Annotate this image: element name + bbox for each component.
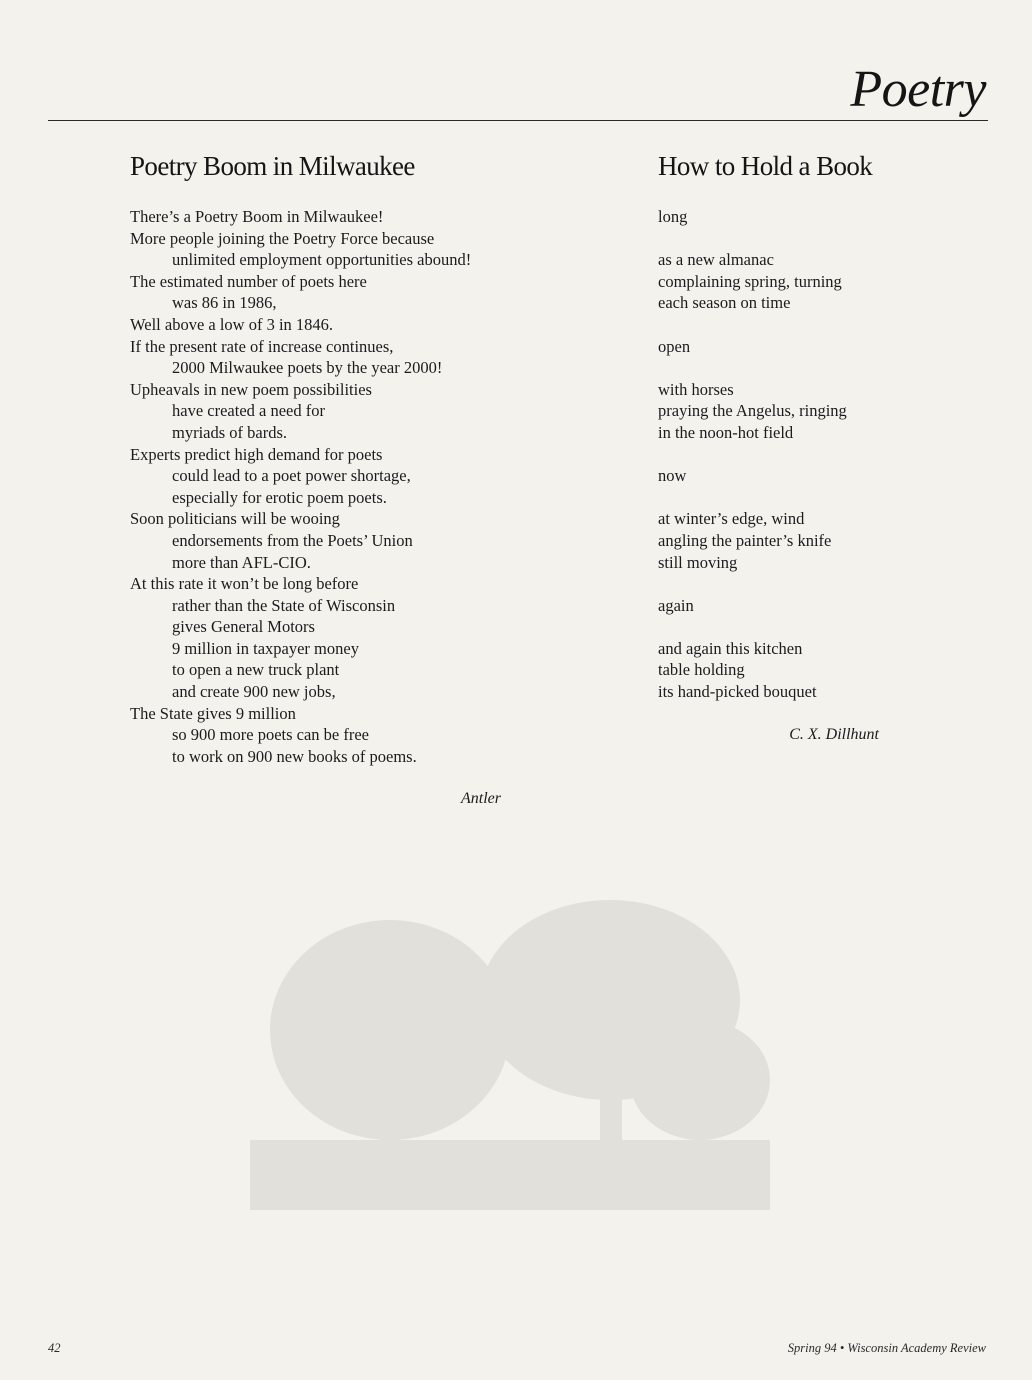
poem-title: Poetry Boom in Milwaukee (130, 151, 415, 181)
poem-line: each season on time (658, 293, 791, 313)
stanza-gap (658, 616, 872, 638)
page-number: 42 (48, 1341, 61, 1355)
poem-line: in the noon-hot field (658, 422, 794, 442)
poem-line: as a new almanac (658, 250, 774, 270)
poem-line: more than AFL-CIO. (172, 552, 311, 572)
poem-line: Soon politicians will be wooing (130, 509, 340, 529)
poem-line: to work on 900 new books of poems. (172, 746, 417, 766)
poem-how-to-hold-a-book (658, 150, 872, 703)
stanza-gap (658, 444, 872, 466)
poem-line: More people joining the Poetry Force because (130, 228, 435, 248)
poem-line: At this rate it won’t be long before (130, 574, 359, 594)
poem-line: 9 million in taxpayer money (172, 638, 359, 658)
background-tree-illustration (250, 880, 770, 1210)
poem-line: angling the painter’s knife (658, 530, 832, 550)
poem-line: so 900 more poets can be free (172, 725, 370, 745)
poem-line: especially for erotic poem poets. (172, 487, 387, 507)
poem-body (658, 206, 872, 703)
poem-line: myriads of bards. (172, 422, 288, 442)
poem-line: There’s a Poetry Boom in Milwaukee! (130, 207, 384, 226)
poem-line: rather than the State of Wisconsin (172, 595, 396, 615)
poem-title: How to Hold a Book (658, 151, 873, 181)
poem-line: with horses (658, 379, 734, 399)
poem-line: The estimated number of poets here (130, 271, 367, 291)
poem-poetry-boom (130, 150, 471, 767)
poem-line: to open a new truck plant (172, 660, 340, 680)
stanza-gap (658, 314, 872, 336)
poem-line: The State gives 9 million (130, 703, 296, 723)
poem-line: endorsements from the Poets’ Union (172, 530, 413, 550)
stanza-gap (658, 357, 872, 379)
section-title: Poetry (850, 61, 986, 118)
poem-body (130, 206, 471, 767)
poem-line: now (658, 466, 687, 486)
poem-author: C. X. Dillhunt (789, 726, 879, 743)
poem-line: complaining spring, turning (658, 271, 842, 291)
poem-line: Upheavals in new poem possibilities (130, 379, 372, 399)
poem-line: open (658, 336, 691, 356)
poem-line: and again this kitchen (658, 638, 803, 658)
poem-line: long (658, 207, 688, 226)
poem-line: was 86 in 1986, (172, 293, 277, 313)
poem-line: table holding (658, 660, 745, 680)
poem-line: Well above a low of 3 in 1846. (130, 314, 334, 334)
poem-line: still moving (658, 552, 738, 572)
poem-line: its hand-picked bouquet (658, 682, 817, 702)
poem-line: and create 900 new jobs, (172, 682, 336, 702)
poem-line: 2000 Milwaukee poets by the year 2000! (172, 358, 443, 378)
publication-info: Spring 94 • Wisconsin Academy Review (787, 1341, 986, 1355)
stanza-gap (658, 573, 872, 595)
header-rule (48, 120, 988, 121)
stanza-gap (658, 228, 872, 250)
poem-line: again (658, 595, 694, 615)
poem-line: gives General Motors (172, 617, 315, 637)
stanza-gap (658, 487, 872, 509)
poem-line: Experts predict high demand for poets (130, 444, 383, 464)
poem-line: could lead to a poet power shortage, (172, 466, 411, 486)
poem-author: Antler (461, 790, 501, 807)
poem-line: If the present rate of increase continues, (130, 336, 394, 356)
poem-line: unlimited employment opportunities abound! (172, 250, 472, 270)
poem-line: have created a need for (172, 401, 325, 421)
poem-line: praying the Angelus, ringing (658, 401, 847, 421)
poem-line: at winter’s edge, wind (658, 509, 805, 529)
